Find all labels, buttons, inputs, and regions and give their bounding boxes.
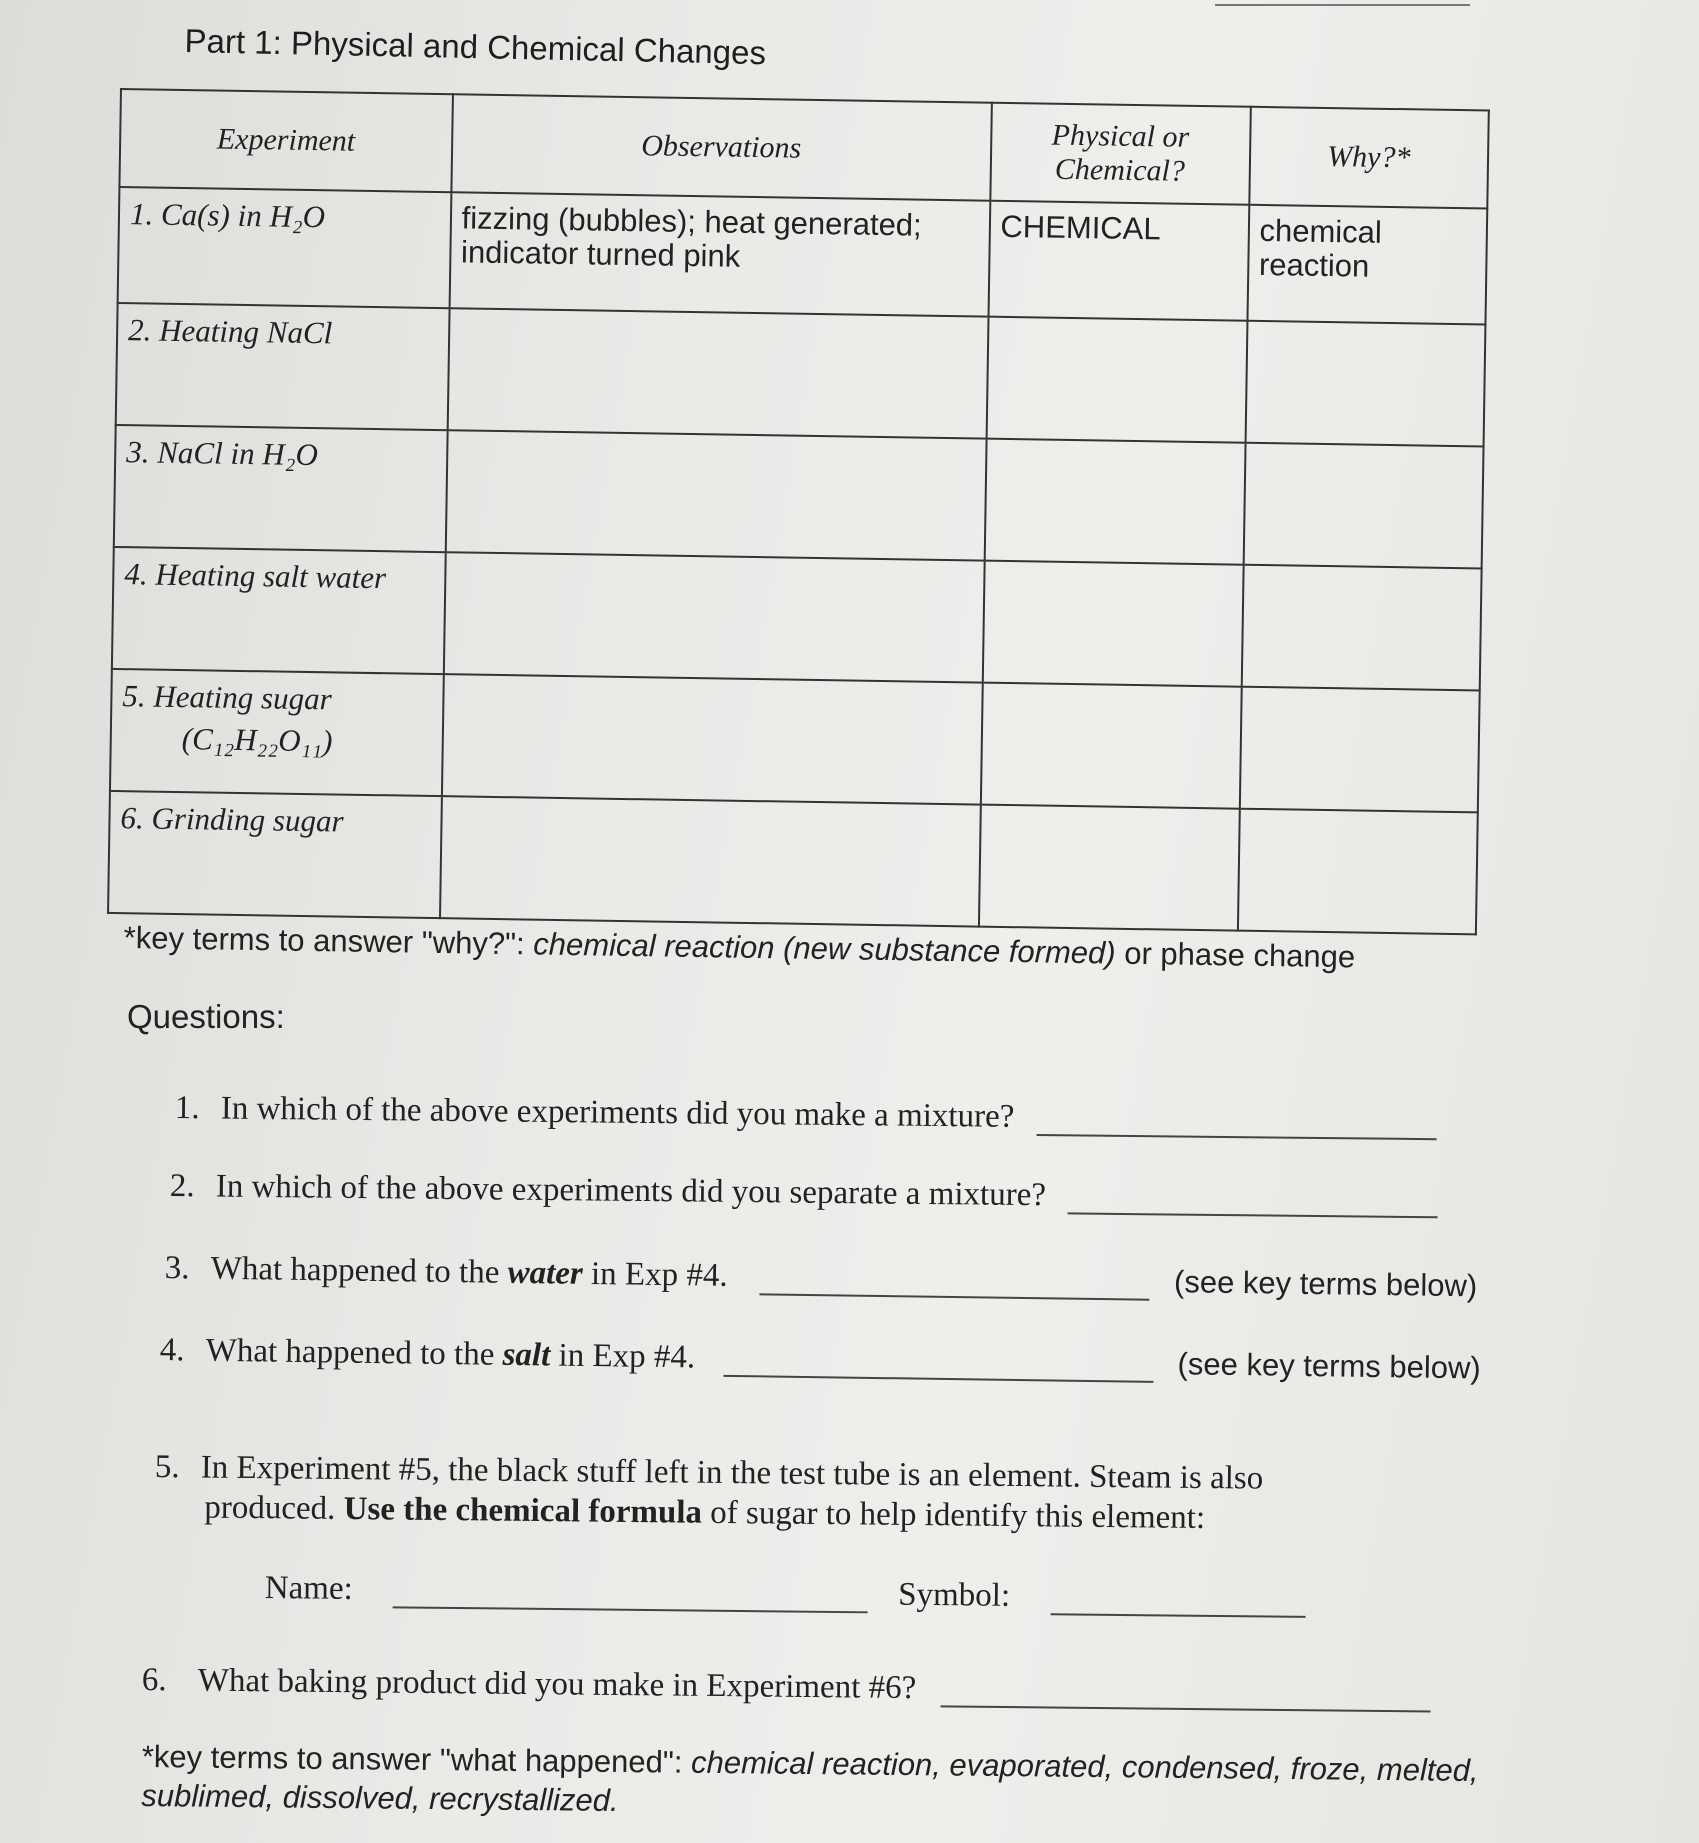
why-cell[interactable]: chemical reaction <box>1247 205 1487 325</box>
why-cell[interactable] <box>1241 565 1481 691</box>
question-text-after: in Exp #4. <box>582 1255 728 1294</box>
element-answer-row <box>265 1570 1306 1618</box>
experiment-table <box>107 88 1490 935</box>
question-text: In which of the above experiments did you separate a mixture? <box>215 1168 1047 1214</box>
answer-blank-4[interactable] <box>723 1345 1153 1383</box>
experiment-cell: 3. NaCl in H₂O <box>114 425 448 552</box>
question-number: 6. <box>141 1662 167 1699</box>
observations-cell[interactable] <box>445 430 986 560</box>
question-number: 4. <box>159 1332 185 1369</box>
key-terms-why-terms: chemical reaction (new substance formed) <box>533 926 1116 971</box>
element-name-blank[interactable] <box>393 1576 868 1613</box>
key-terms-why-suffix: or phase change <box>1115 935 1356 975</box>
table-row <box>114 425 1484 568</box>
question-text: What baking product did you make in Experiment #6? <box>197 1662 917 1707</box>
answer-blank-2[interactable] <box>1068 1182 1438 1218</box>
experiment-cell: 6. Grinding sugar <box>108 791 442 918</box>
key-terms-what-prefix: *key terms to answer "what happened": <box>141 1739 692 1780</box>
experiment-cell: 2. Heating NaCl <box>116 303 450 430</box>
table-row <box>118 187 1488 324</box>
experiment-label: 5. Heating sugar <box>122 678 332 717</box>
type-cell[interactable]: CHEMICAL <box>988 201 1249 321</box>
corner-line <box>1215 4 1470 6</box>
question-6 <box>142 1662 1431 1712</box>
experiment-cell: 4. Heating salt water <box>112 547 446 674</box>
question-number: 3. <box>164 1250 190 1287</box>
question-emphasis: water <box>507 1254 584 1292</box>
key-terms-what-terms: chemical reaction, evaporated, condensed, froze, melted, sublimed, dissolved, recrystallized. <box>141 1744 1479 1818</box>
see-key-terms-hint: (see key terms below) <box>1177 1346 1481 1386</box>
question-text: In which of the above experiments did you make a mixture? <box>220 1090 1015 1135</box>
name-label: Name: <box>264 1570 353 1607</box>
why-cell[interactable] <box>1243 443 1483 569</box>
experiment-table-wrapper <box>107 88 1490 935</box>
question-3 <box>164 1250 1477 1305</box>
question-5 <box>154 1448 1263 1539</box>
question-text-before: What happened to the <box>205 1332 503 1373</box>
header-experiment: Experiment <box>119 89 452 192</box>
question-emphasis: salt <box>502 1336 551 1374</box>
key-terms-what-note <box>141 1738 1592 1831</box>
element-symbol-blank[interactable] <box>1050 1583 1305 1618</box>
see-key-terms-hint: (see key terms below) <box>1173 1264 1478 1304</box>
question-line-2-after: of sugar to help identify this element: <box>701 1494 1206 1536</box>
observations-cell[interactable] <box>443 552 984 682</box>
question-number: 5. <box>154 1449 180 1486</box>
question-text-before: What happened to the <box>210 1250 508 1291</box>
table-row <box>116 303 1486 446</box>
observations-cell[interactable] <box>440 796 981 926</box>
type-cell[interactable] <box>986 317 1247 443</box>
why-cell[interactable] <box>1245 321 1485 447</box>
question-number: 2. <box>169 1168 195 1205</box>
type-cell[interactable] <box>984 439 1245 565</box>
observations-cell[interactable] <box>442 674 983 804</box>
observations-cell[interactable] <box>447 308 988 438</box>
question-4 <box>159 1332 1481 1387</box>
sugar-formula: (C₁₂H₂₂O₁₁) <box>181 721 333 759</box>
table-row <box>110 669 1480 812</box>
why-cell[interactable] <box>1239 687 1479 813</box>
question-line-2-before: produced. <box>204 1489 344 1527</box>
answer-blank-6[interactable] <box>940 1675 1430 1712</box>
page-title: Part 1: Physical and Chemical Changes <box>184 22 767 72</box>
type-cell[interactable] <box>980 683 1241 809</box>
symbol-label: Symbol: <box>898 1576 1011 1614</box>
why-cell[interactable] <box>1238 809 1478 935</box>
question-2 <box>170 1168 1439 1218</box>
question-1 <box>175 1090 1437 1140</box>
question-line-2-bold: Use the chemical formula <box>343 1490 703 1531</box>
answer-blank-1[interactable] <box>1036 1104 1436 1140</box>
experiment-cell: 1. Ca(s) in H₂O <box>118 187 451 308</box>
header-observations: Observations <box>451 94 991 200</box>
header-physical-or-chemical: Physical or Chemical? <box>990 103 1251 205</box>
questions-heading: Questions: <box>127 998 285 1035</box>
question-line-1: In Experiment #5, the black stuff left in the test tube is an element. Steam is also <box>200 1449 1264 1497</box>
question-text-after: in Exp #4. <box>550 1337 696 1376</box>
table-row <box>112 547 1482 690</box>
key-terms-why-prefix: *key terms to answer "why?": <box>123 920 534 962</box>
answer-blank-3[interactable] <box>760 1263 1150 1300</box>
header-why: Why?* <box>1249 107 1489 209</box>
table-row <box>108 791 1478 934</box>
question-number: 1. <box>174 1090 200 1127</box>
observations-cell[interactable]: fizzing (bubbles); heat generated; indicator turned pink <box>449 192 990 316</box>
experiment-cell <box>110 669 444 796</box>
type-cell[interactable] <box>982 561 1243 687</box>
type-cell[interactable] <box>978 805 1239 931</box>
